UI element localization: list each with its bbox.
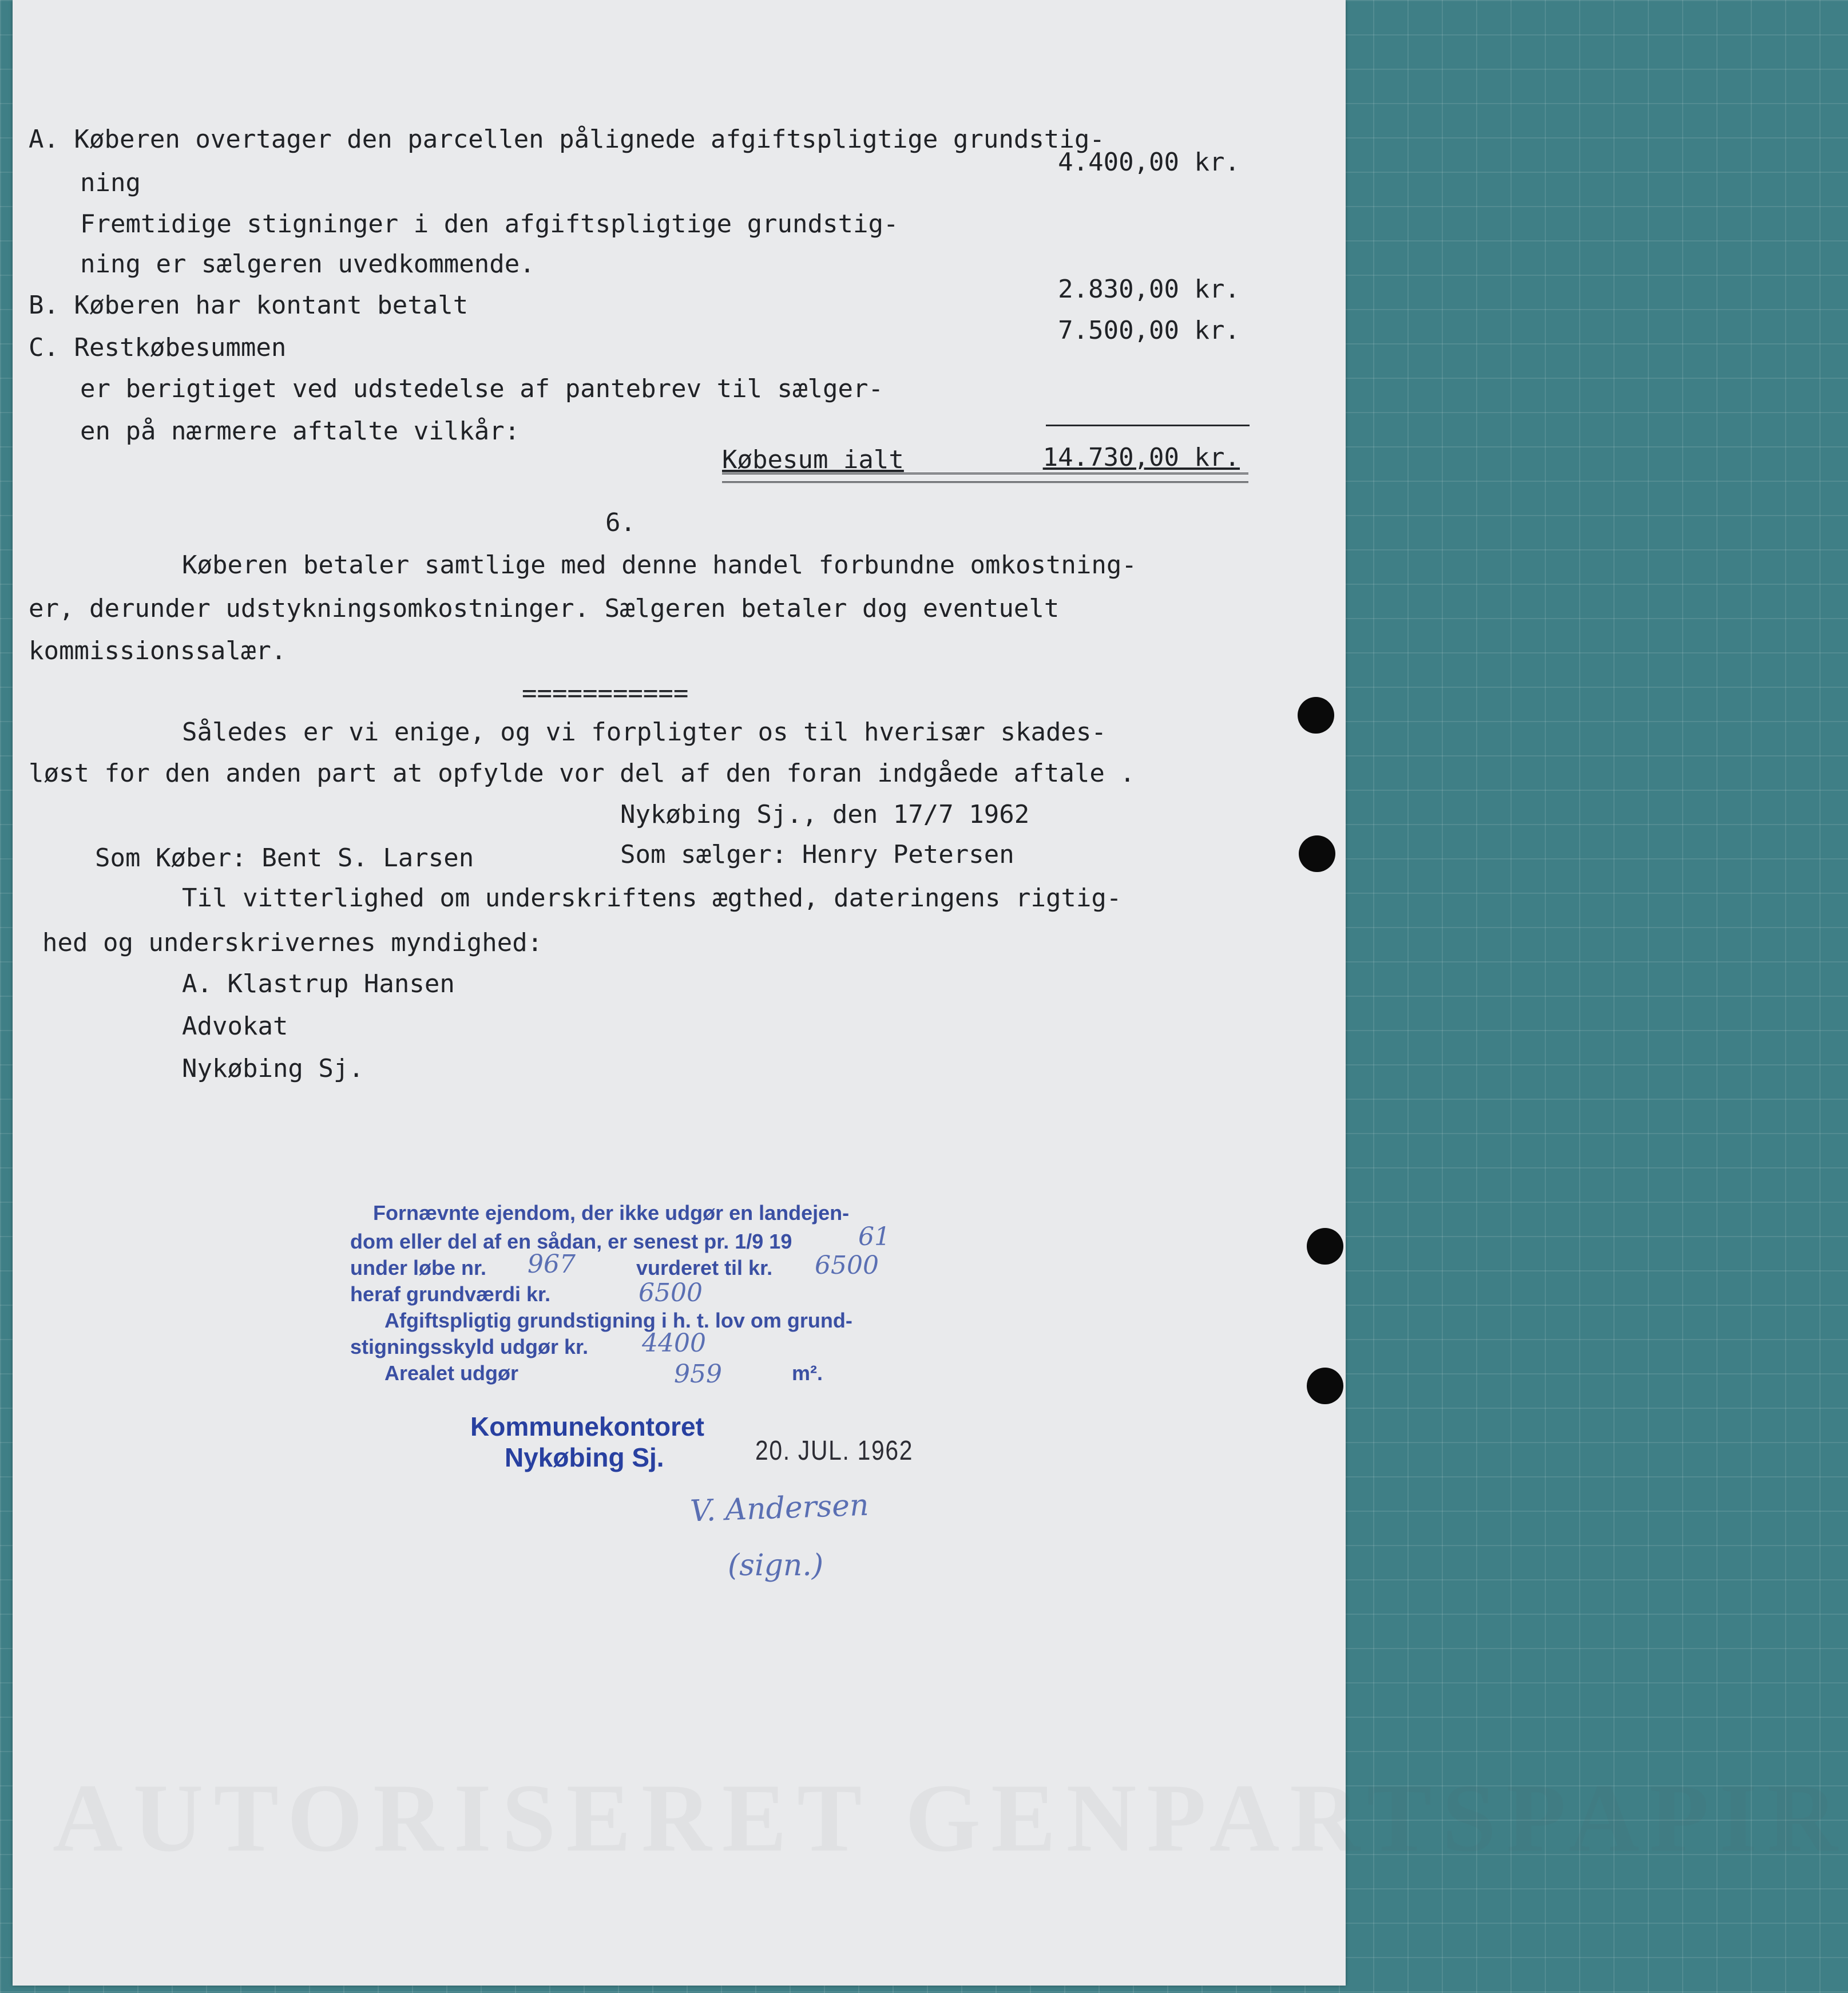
witness-line1: Til vitterlighed om underskriftens ægthed, dateringens rigtig- [182,883,1122,913]
clause-c-line3: en på nærmere aftalte vilkår: [80,417,520,446]
handwritten-lobe-nr: 967 [528,1250,576,1279]
witness-title: Advokat [182,1012,288,1041]
place-date: Nykøbing Sj., den 17/7 1962 [620,800,1030,829]
total-double-underline [722,473,1248,483]
section-6-line2: er, derunder udstykningsomkostninger. Sælgeren betaler dog eventuelt [29,594,1060,623]
clause-c-line1: C. Restkøbesummen [29,333,287,362]
handwritten-vurderet: 6500 [815,1251,879,1280]
handwritten-year: 61 [858,1222,890,1251]
agreement-line2: løst for den anden part at opfylde vor del af den foran indgåede aftale . [29,759,1135,788]
stamp-line3: under løbe nr. [350,1256,487,1279]
clause-b-line: B. Køberen har kontant betalt [29,291,469,320]
witness-line2: hed og underskrivernes myndighed: [42,928,543,957]
amount-a: 4.400,00 kr. [1058,148,1240,177]
stamp-line6: stigningsskyld udgør kr. [350,1335,589,1358]
clause-a-line1: A. Køberen overtager den parcellen pålignede afgiftspligtige grundstig- [29,125,1105,154]
document-page [13,0,1848,1986]
clause-a-line3: Fremtidige stigninger i den afgiftspligtige grundstig- [80,209,899,239]
handwritten-areal: 959 [674,1360,722,1389]
section-6-line3: kommissionssalær. [29,636,287,665]
stamp-date: 20. JUL. 1962 [755,1436,914,1466]
section-6-line1: Køberen betaler samtlige med denne handel forbundne omkostning- [182,550,1137,580]
total-amount: 14.730,00 kr. [1042,443,1240,472]
watermark-text: AUTORISERET GENPARTSPAPIR [53,1764,1848,1872]
stamp-line5: Afgiftspligtig grundstigning i h. t. lov om grund- [384,1309,852,1332]
handwritten-grundvaerdi: 6500 [639,1278,703,1307]
stamp-line4: heraf grundværdi kr. [350,1282,551,1306]
seller-line: Som sælger: Henry Petersen [620,840,1014,869]
witness-place: Nykøbing Sj. [182,1054,364,1083]
punch-hole [1307,1368,1343,1404]
stamp-line3b: vurderet til kr. [636,1256,773,1279]
punch-hole [1298,697,1334,734]
punch-hole [1307,1228,1343,1265]
agreement-line1: Således er vi enige, og vi forpligter os til hverisær skades- [182,718,1107,747]
amount-c: 7.500,00 kr. [1058,316,1240,345]
punch-hole [1299,835,1335,872]
buyer-line: Som Køber: Bent S. Larsen [95,843,474,873]
stamp-line2: dom eller del af en sådan, er senest pr. 1/9 19 [350,1230,792,1253]
stamp-line7: Arealet udgør [384,1361,519,1385]
handwritten-stigningsskyld: 4400 [642,1329,706,1358]
total-label: Købesum ialt [722,445,904,474]
section-6-number: 6. [605,508,636,537]
stamp-office-name: Kommunekontoret [470,1412,704,1441]
stamp-office-place: Nykøbing Sj. [505,1443,664,1472]
clause-c-line2: er berigtiget ved udstedelse af pantebrev til sælger- [80,374,883,403]
stamp-line1: Fornævnte ejendom, der ikke udgør en landejen- [373,1201,850,1225]
amount-b: 2.830,00 kr. [1058,275,1240,304]
clause-a-line2: ning [80,168,141,197]
witness-name: A. Klastrup Hansen [182,969,455,999]
sum-rule [1046,425,1250,426]
handwritten-sign-note: (sign.) [728,1548,824,1583]
stamp-area-unit: m². [792,1361,823,1385]
handwritten-signature: V. Andersen [689,1488,870,1529]
separator-line: =========== [522,679,689,708]
clause-a-line4: ning er sælgeren uvedkommende. [80,249,535,279]
